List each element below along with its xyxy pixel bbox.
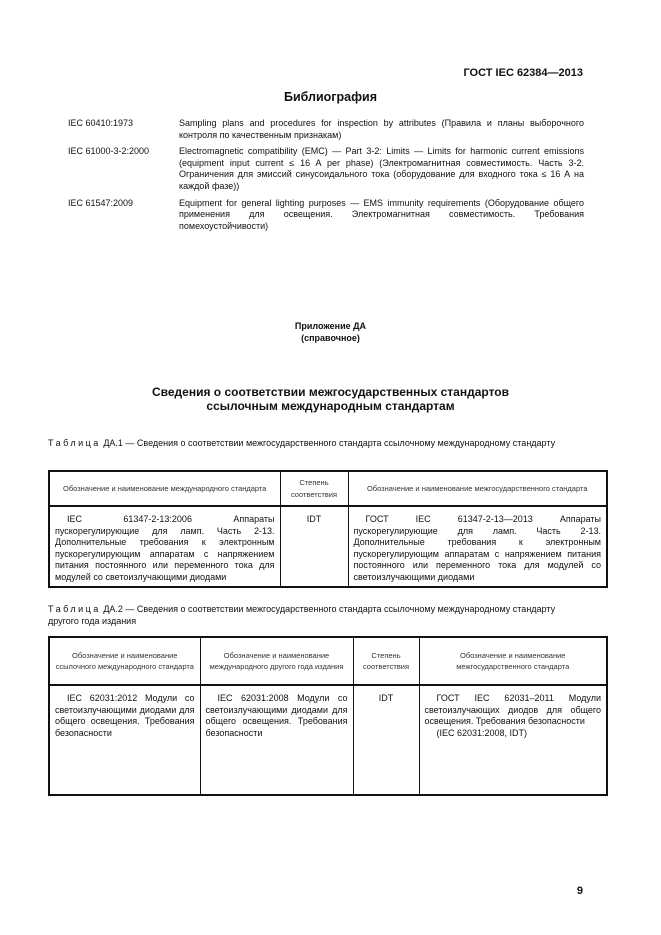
bibliography-code: IEC 60410:1973 (68, 118, 134, 128)
table1-cell: IEC 61347-2-13:2006 Аппараты пускорегулирующие для ламп. Часть 2-13. Дополнительные требования к электронным пускорегулирующим аппаратам с напряжением питания постоянного или переменного тока для модулей со светоизлучающими диодами (49, 506, 280, 587)
bibliography-code: IEC 61547:2009 (68, 197, 134, 208)
table2-header: Обозначение и наименование межгосударственного стандарта (419, 637, 607, 685)
bibliography-list (68, 118, 584, 237)
page-number: 9 (576, 885, 583, 897)
bibliography-item (68, 118, 584, 141)
table2-cell-note: (IEC 62031:2008, IDT) (436, 727, 528, 738)
appendix-title: Приложение ДА (294, 321, 367, 331)
appendix-heading-line1: Сведения о соответствии межгосударственных стандартов (152, 385, 509, 399)
bibliography-text: Electromagnetic compatibility (EMC) — Part 3-2: Limits — Limits for harmonic current emissions (equipment input current ≤ 16 A per phase) (Электромагнитная совместимость. Часть 3-2. Ограничения для эмиссий синусоидального тока (оборудование для входного тока ≤ 16 А на каждой фазе)) (179, 146, 584, 191)
table1-header: Степень соответствия (280, 471, 348, 506)
table1 (48, 470, 608, 588)
bibliography-title: Библиография (283, 90, 378, 104)
table2-cell: IEC 62031:2012 Модули со светоизлучающими диодами для общего освещения. Требования безопасности (49, 685, 200, 795)
table2-cell (419, 685, 607, 795)
table-row (49, 506, 607, 587)
table2-cell: IEC 62031:2008 Модули со светоизлучающими диодами для общего освещения. Требования безопасности (200, 685, 353, 795)
table2-header: Обозначение и наименование международного другого года издания (200, 637, 353, 685)
standard-header: ГОСТ IEC 62384—2013 (463, 67, 583, 79)
table2-header: Обозначение и наименование ссылочного международного стандарта (49, 637, 200, 685)
bibliography-text: Equipment for general lighting purposes — EMS immunity requirements (Оборудование общего применения для освещения. Электромагнитная совместимость. Требования помехоустойчивости) (179, 197, 584, 231)
table1-header: Обозначение и наименование международного стандарта (49, 471, 280, 506)
bibliography-item (68, 198, 584, 233)
appendix-subtitle: (справочное) (301, 333, 360, 343)
table2-label: Таблица (48, 604, 101, 614)
table1-label: Таблица (48, 438, 101, 448)
table1-cell: IDT (280, 506, 348, 587)
table1-cell: ГОСТ IEC 61347-2-13—2013 Аппараты пускорегулирующие для ламп. Часть 2-13. Дополнительные требования к электронным пускорегулирующим аппаратам с напряжением питания постоянного или переменного тока для модулей со светоизлучающими диодами (348, 506, 607, 587)
bibliography-text: Sampling plans and procedures for inspection by attributes (Правила и планы выборочного контроля по качественным признакам) (179, 118, 584, 140)
table1-header: Обозначение и наименование межгосударственного стандарта (348, 471, 607, 506)
table2-caption-text: ДА.2 — Сведения о соответствии межгосударственного стандарта ссылочному международному стандарту другого года издания (48, 604, 556, 626)
table-row (49, 685, 607, 795)
bibliography-item (68, 146, 584, 192)
bibliography-code: IEC 61000-3-2:2000 (68, 146, 150, 157)
table2-cell-text: ГОСТ IEC 62031–2011 Модули светоизлучающих диодов для общего освещения. Требования безопасности (424, 693, 601, 727)
table2 (48, 636, 608, 796)
table2-caption (48, 604, 588, 627)
table1-caption (48, 438, 588, 450)
table1-caption-text: ДА.1 — Сведения о соответствии межгосударственного стандарта ссылочному международному стандарту (103, 438, 556, 448)
appendix-heading-line2: ссылочным международным стандартам (206, 399, 455, 413)
table2-header: Степень соответствия (353, 637, 419, 685)
table2-cell: IDT (353, 685, 419, 795)
